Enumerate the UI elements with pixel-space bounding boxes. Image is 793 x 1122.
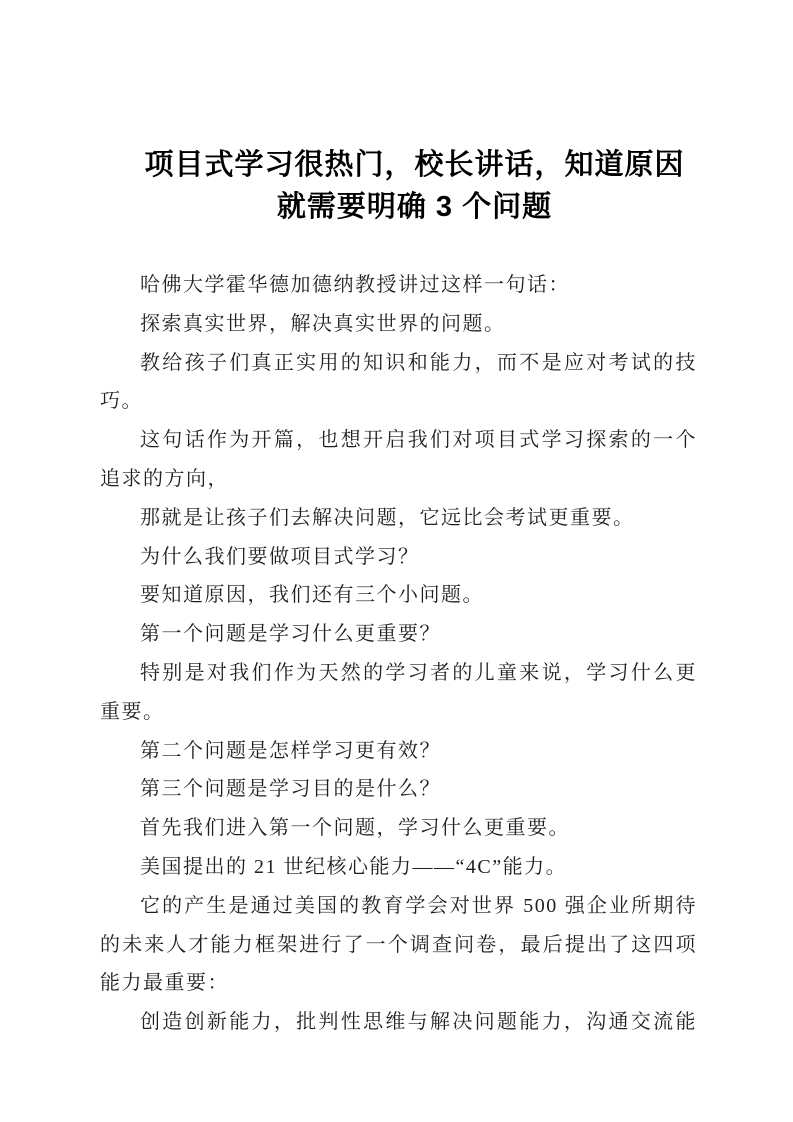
paragraph: 探索真实世界，解决真实世界的问题。 xyxy=(140,312,506,335)
paragraph: 第一个问题是学习什么更重要？ xyxy=(140,623,441,646)
paragraph: 要知道原因，我们还有三个小问题。 xyxy=(140,584,484,607)
paragraph: 特别是对我们作为天然的学习者的儿童来说，学习什么更重要。 xyxy=(100,661,697,723)
paragraph: 第三个问题是学习目的是什么？ xyxy=(140,778,441,801)
paragraph: 哈佛大学霍华德加德纳教授讲过这样一句话： xyxy=(140,274,570,296)
paragraph: 美国提出的 21 世纪核心能力——“4C”能力。 xyxy=(140,855,568,878)
paragraph: 教给孩子们真正实用的知识和能力，而不是应对考试的技巧。 xyxy=(100,351,697,413)
paragraph: 这句话作为开篇，也想开启我们对项目式学习探索的一个追求的方向， xyxy=(100,429,697,490)
paragraph: 它的产生是通过美国的教育学会对世界 500 强企业所期待的未来人才能力框架进行了一个调查问卷，最后提出了这四项能力最重要： xyxy=(100,894,697,995)
document-title: 项目式学习很热门，校长讲话，知道原因就需要明确 3 个问题 xyxy=(144,149,685,223)
paragraph: 创造创新能力，批判性思维与解决问题能力，沟通交流能 xyxy=(140,1011,697,1034)
document-body xyxy=(100,266,697,1042)
paragraph: 为什么我们要做项目式学习？ xyxy=(140,545,420,568)
paragraph: 那就是让孩子们去解决问题，它远比会考试更重要。 xyxy=(140,506,635,529)
paragraph: 首先我们进入第一个问题，学习什么更重要。 xyxy=(140,817,570,840)
paragraph: 第二个问题是怎样学习更有效？ xyxy=(140,739,441,762)
